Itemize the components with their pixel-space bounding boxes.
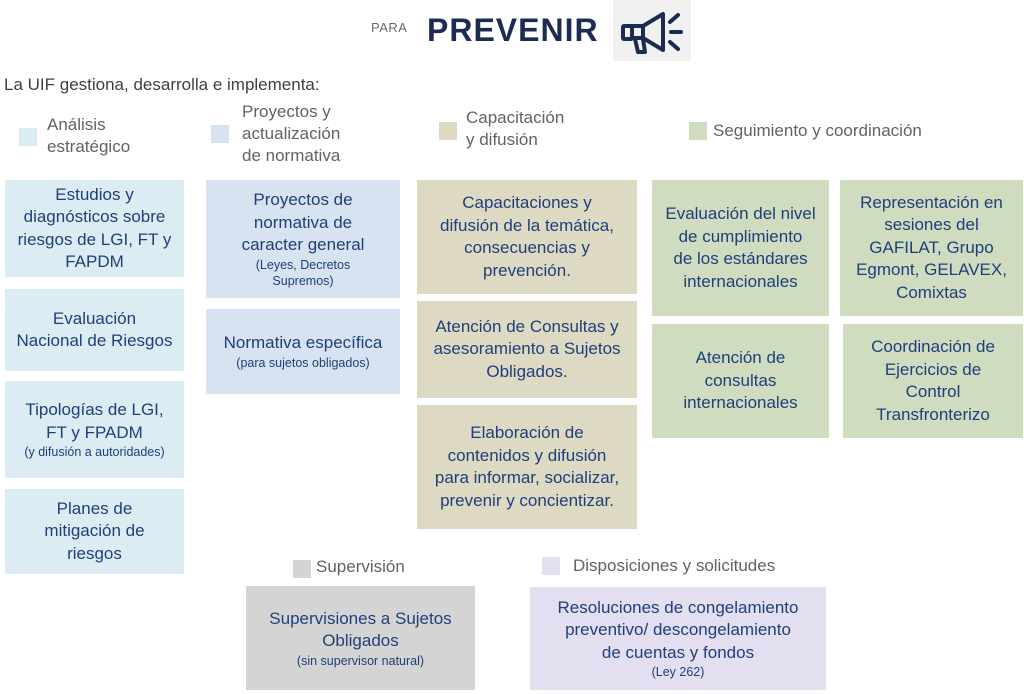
box-estudios-text: Estudios y diagnósticos sobre riesgos de LGI, FT y FAPDM [17, 184, 172, 271]
box-supervisiones-sub: (sin supervisor natural) [296, 653, 425, 668]
box-capacitaciones-text: Capacitaciones y difusión de la temática, consecuencias y prevención. [440, 193, 614, 280]
box-atencion-internacionales [652, 324, 829, 438]
box-evaluacion-cumplimiento-text: Evaluación del nivel de cumplimiento de los estándares internacionales [665, 204, 816, 291]
box-elaboracion-text: Elaboración de contenidos y difusión para informar, socializar, prevenir y concientizar. [434, 423, 620, 510]
legend-swatch-disposiciones [542, 557, 560, 575]
box-atencion-consultas [417, 301, 637, 398]
header-para: PARA [371, 20, 408, 35]
box-estudios [5, 180, 184, 277]
legend-swatch-proyectos [211, 125, 229, 143]
box-normativa-general-text: Proyectos de normativa de caracter general [241, 190, 365, 255]
box-representacion-text: Representación en sesiones del GAFILAT, Grupo Egmont, GELAVEX, Comixtas [856, 192, 1007, 302]
legend-label-supervision: Supervisión [316, 557, 405, 576]
box-resoluciones [530, 587, 826, 690]
box-normativa-especifica-text: Normativa específica [223, 333, 383, 353]
box-elaboracion [417, 405, 637, 529]
box-normativa-general [206, 180, 400, 298]
box-atencion-internacionales-text: Atención de consultas internacionales [683, 348, 798, 413]
box-capacitaciones [417, 180, 637, 294]
legend-swatch-analisis [19, 128, 37, 146]
box-coordinacion [843, 324, 1023, 438]
box-resoluciones-text: Resoluciones de congelamiento preventivo/ descongelamiento de cuentas y fondos [557, 597, 799, 662]
box-normativa-especifica-sub: (para sujetos obligados) [236, 355, 370, 370]
legend-label-proyectos: Proyectos y actualización de normativa [242, 102, 341, 165]
legend-swatch-supervision [293, 560, 311, 578]
legend-label-disposiciones: Disposiciones y solicitudes [573, 556, 776, 575]
box-tipologias [5, 381, 184, 478]
legend-label-analisis: Análisis estratégico [47, 115, 131, 156]
megaphone-icon [613, 0, 691, 61]
box-evaluacion-nacional [5, 289, 184, 371]
box-supervisiones [246, 586, 475, 690]
box-planes [5, 489, 184, 574]
box-representacion [840, 180, 1023, 316]
box-supervisiones-text: Supervisiones a Sujetos Obligados [269, 608, 452, 650]
box-tipologias-text: Tipologías de LGI, FT y FPADM [25, 400, 164, 442]
legend-swatch-seguimiento [689, 122, 707, 140]
box-evaluacion-cumplimiento [652, 180, 829, 316]
intro-text: La UIF gestiona, desarrolla e implementa: [4, 75, 320, 94]
legend-label-capacitacion: Capacitación y difusión [466, 108, 565, 149]
box-atencion-consultas-text: Atención de Consultas y asesoramiento a Sujetos Obligados. [433, 316, 621, 381]
box-planes-text: Planes de mitigación de riesgos [44, 498, 145, 563]
box-normativa-especifica [206, 309, 400, 394]
box-resoluciones-sub: (Ley 262) [651, 665, 705, 680]
box-tipologias-sub: (y difusión a autoridades) [24, 445, 165, 459]
legend-label-seguimiento: Seguimiento y coordinación [713, 121, 922, 140]
box-normativa-general-sub: (Leyes, Decretos Supremos) [255, 257, 351, 288]
header-title: PREVENIR [427, 12, 599, 48]
box-coordinacion-text: Coordinación de Ejercicios de Control Transfronterizo [871, 337, 995, 424]
legend-swatch-capacitacion [439, 122, 457, 140]
box-evaluacion-nacional-text: Evaluación Nacional de Riesgos [16, 308, 173, 350]
